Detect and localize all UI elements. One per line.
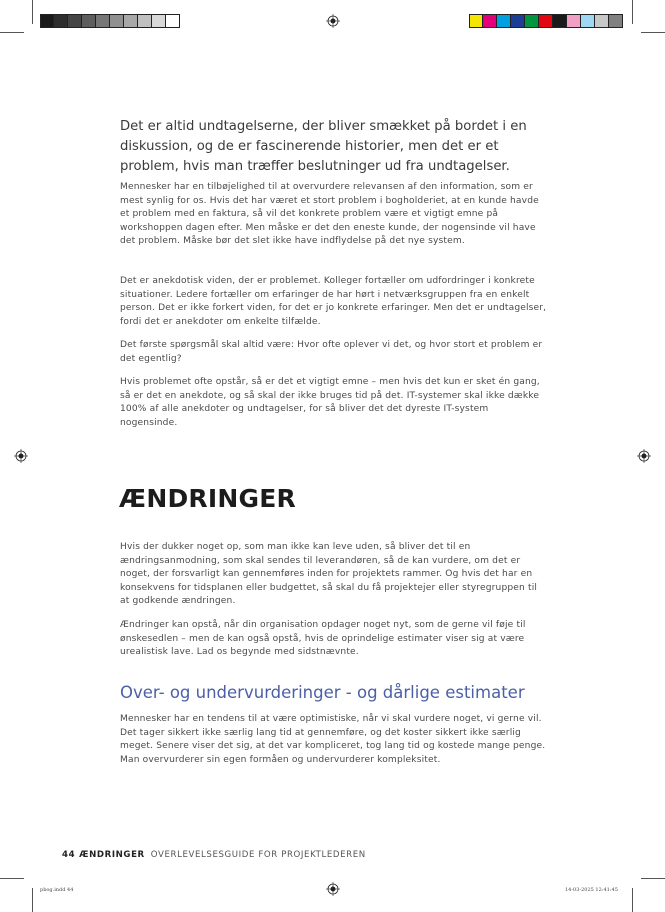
body-paragraph: Det er anekdotisk viden, der er problemet. Kolleger fortæller om udfordringer i konkrete situationer. Ledere fortæller om erfaringer de har hørt i netværksgruppen fra en enkelt person. Det er ikke forkert viden, for det er jo konkrete erfaringer. Men det er undtagelser, fordi det er anekdoter om enkelte tilfælde. bbox=[120, 276, 547, 327]
crop-mark bbox=[632, 0, 633, 24]
color-swatch bbox=[469, 14, 483, 28]
registration-mark-top-icon bbox=[326, 14, 340, 28]
color-swatch bbox=[553, 14, 567, 28]
body-paragraph: Mennesker har en tilbøjelighed til at overvurdere relevansen af den information, som er mest synlig for os. Hvis det har været et stort problem i bogholderiet, at en kunde havde et problem med en faktura, så vil det konkrete problem være et vigtigt emne på workshoppen dagen efter. Men måske er det den eneste kunde, der nogensinde vil have det problem. Måske bør det slet ikke have indflydelse på det nye system. bbox=[120, 182, 539, 247]
color-swatch bbox=[595, 14, 609, 28]
color-swatch bbox=[166, 14, 180, 28]
process-color-bar bbox=[469, 14, 623, 28]
crop-mark bbox=[641, 878, 665, 879]
color-swatch bbox=[497, 14, 511, 28]
subsection-paragraph: Mennesker har en tendens til at være optimistiske, når vi skal vurdere noget, vi gerne vil. Det tager sikkert ikke særlig lang tid at gennemføre, og det koster sikkert ikke særlig meget. Senere viser det sig, at det var kompliceret, tog lang tid og kostede mange penge. Man overvurderer sin egen formåen og undervurderer kompleksitet. bbox=[120, 714, 546, 765]
slug-file-name: pbog.indd 44 bbox=[40, 887, 74, 893]
crop-mark bbox=[632, 888, 633, 912]
section-paragraph: Hvis der dukker noget op, som man ikke kan leve uden, så bliver det til en ændringsanmodning, som skal sendes til leverandøren, så de kan vurdere, om det er noget, der forsvarligt kan gennemføres inden for projektets rammer. Og hvis det har en konsekvens for tidsplanen eller budgettet, så skal du få projektejer eller styregruppen til at godkende ændringen. bbox=[120, 542, 538, 607]
section-heading: ÆNDRINGER bbox=[119, 484, 296, 513]
grayscale-color-bar bbox=[40, 14, 180, 28]
crop-mark bbox=[641, 32, 665, 33]
registration-mark-bottom-icon bbox=[326, 882, 340, 896]
crop-mark bbox=[32, 888, 33, 912]
page-number: 44 bbox=[62, 850, 76, 860]
registration-mark-right-icon bbox=[637, 449, 651, 463]
color-swatch bbox=[511, 14, 525, 28]
color-swatch bbox=[96, 14, 110, 28]
section-paragraph: Ændringer kan opstå, når din organisation opdager noget nyt, som de gerne vil føje til ønskesedlen – men de kan også opstå, hvis de oprindelige estimater viser sig at være urealistisk lave. Lad os begynde med sidstnævnte. bbox=[120, 620, 526, 658]
color-swatch bbox=[152, 14, 166, 28]
subsection-heading: Over- og undervurderinger - og dårlige estimater bbox=[120, 683, 525, 702]
body-paragraph: Hvis problemet ofte opstår, så er det et vigtigt emne – men hvis det kun er sket én gang, så er det en anekdote, og så skal der ikke bruges tid på det. IT-systemer skal ikke dække 100% af alle anekdoter og undtagelser, for så bliver det det dyreste IT-system nogensinde. bbox=[120, 377, 540, 428]
footer-section-title: ÆNDRINGER bbox=[79, 850, 145, 860]
color-swatch bbox=[567, 14, 581, 28]
slug-timestamp: 14-03-2025 12:41:45 bbox=[565, 887, 618, 893]
color-swatch bbox=[82, 14, 96, 28]
page-footer bbox=[62, 850, 366, 860]
body-paragraph: Det første spørgsmål skal altid være: Hvor ofte oplever vi det, og hvor stort et problem er det egentlig? bbox=[120, 340, 543, 364]
color-swatch bbox=[138, 14, 152, 28]
color-swatch bbox=[609, 14, 623, 28]
color-swatch bbox=[581, 14, 595, 28]
lead-paragraph: Det er altid undtagelserne, der bliver smækket på bordet i en diskussion, og de er fascinerende historier, men det er et problem, hvis man træffer beslutninger ud fra undtagelser. bbox=[120, 119, 527, 174]
color-swatch bbox=[54, 14, 68, 28]
color-swatch bbox=[68, 14, 82, 28]
color-swatch bbox=[124, 14, 138, 28]
registration-mark-left-icon bbox=[14, 449, 28, 463]
color-swatch bbox=[110, 14, 124, 28]
crop-mark bbox=[0, 32, 24, 33]
footer-book-title: OVERLEVELSESGUIDE FOR PROJEKTLEDEREN bbox=[150, 850, 366, 860]
color-swatch bbox=[539, 14, 553, 28]
crop-mark bbox=[0, 878, 24, 879]
crop-mark bbox=[32, 0, 33, 24]
color-swatch bbox=[525, 14, 539, 28]
color-swatch bbox=[483, 14, 497, 28]
color-swatch bbox=[40, 14, 54, 28]
